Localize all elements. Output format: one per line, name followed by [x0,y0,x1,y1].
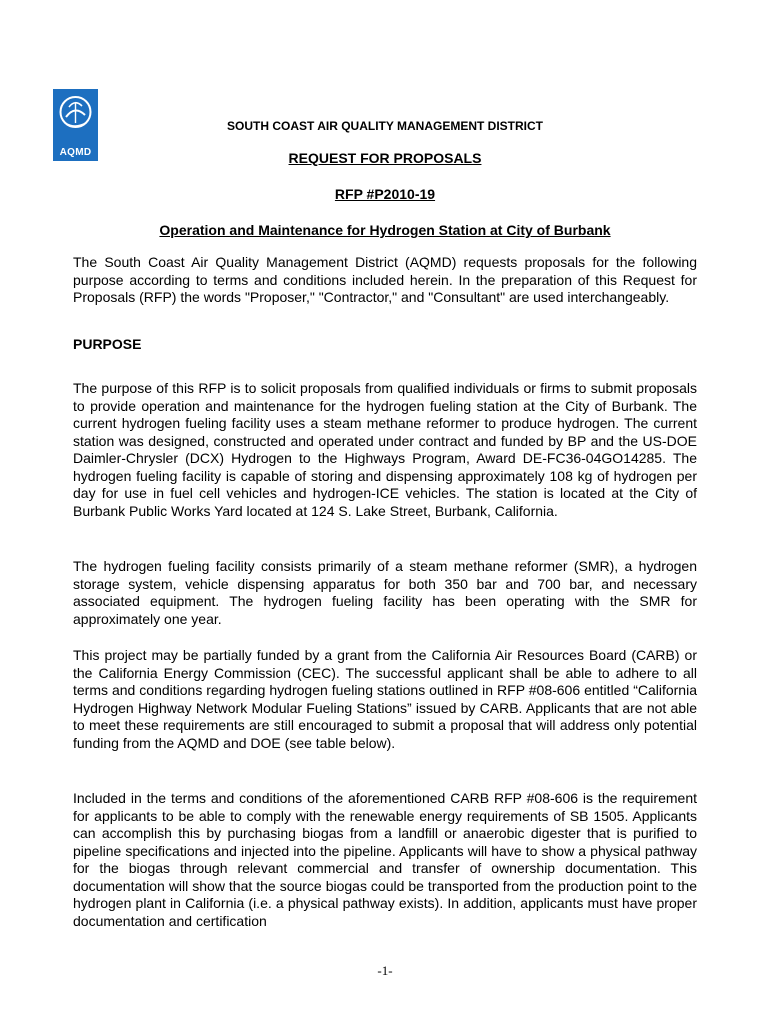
document-title: REQUEST FOR PROPOSALS [288,150,482,166]
rfp-subject: Operation and Maintenance for Hydrogen Station at City of Burbank [159,222,611,238]
purpose-paragraph-3: This project may be partially funded by a grant from the California Air Resources Board (CARB) or the California Energy Commission (CEC). The successful applicant shall be able to adhere to all terms and conditions regarding hydrogen fueling stations outlined in RFP #08-606 entitled “California Hydrogen Highway Network Modular Fueling Stations” issued by CARB. Applicants that are not able to meet these requirements are still encouraged to submit a proposal that will address only potential funding from the AQMD and DOE (see table below). [73,647,697,751]
logo-text: AQMD [59,147,92,158]
aqmd-emblem-icon [57,93,94,139]
purpose-paragraph-4: Included in the terms and conditions of the aforementioned CARB RFP #08-606 is the requirement for applicants to be able to comply with the renewable energy requirements of SB 1505. Applicants can accomplish this by purchasing biogas from a landfill or anaerobic digester that is purified to pipeline specifications and injected into the pipeline. Applicants will have to show a physical pathway for the biogas through relevant commercial and transfer of ownership documentation. This documentation will show that the source biogas could be transported from the production point to the hydrogen plant in California (i.e. a physical pathway exists). In addition, applicants must have proper documentation and certification [73,790,697,929]
intro-paragraph: The South Coast Air Quality Management District (AQMD) requests proposals for the following purpose according to terms and conditions included herein. In the preparation of this Request for Proposals (RFP) the words "Proposer," "Contractor," and "Consultant" are used interchangeably. [73,254,697,305]
purpose-paragraph-1: The purpose of this RFP is to solicit proposals from qualified individuals or firms to submit proposals to provide operation and maintenance for the hydrogen fueling station at the City of Burbank. The current hydrogen fueling facility uses a steam methane reformer to produce hydrogen. The current station was designed, constructed and operated under contract and funded by BP and the US-DOE Daimler-Chrysler (DCX) Hydrogen to the Highways Program, Award DE-FC36-04GO14285. The hydrogen fueling facility is capable of storing and dispensing approximately 108 kg of hydrogen per day for use in fuel cell vehicles and hydrogen-ICE vehicles. The station is located at the City of Burbank Public Works Yard located at 124 S. Lake Street, Burbank, California. [73,380,697,519]
purpose-paragraph-2: The hydrogen fueling facility consists primarily of a steam methane reformer (SMR), a hydrogen storage system, vehicle dispensing apparatus for both 350 bar and 700 bar, and necessary associated equipment. The hydrogen fueling facility has been operating with the SMR for approximately one year. [73,558,697,627]
page-number: -1- [377,963,393,978]
agency-name: SOUTH COAST AIR QUALITY MANAGEMENT DISTRICT [227,119,543,133]
purpose-heading: PURPOSE [73,336,142,352]
rfp-number: RFP #P2010-19 [334,186,436,202]
